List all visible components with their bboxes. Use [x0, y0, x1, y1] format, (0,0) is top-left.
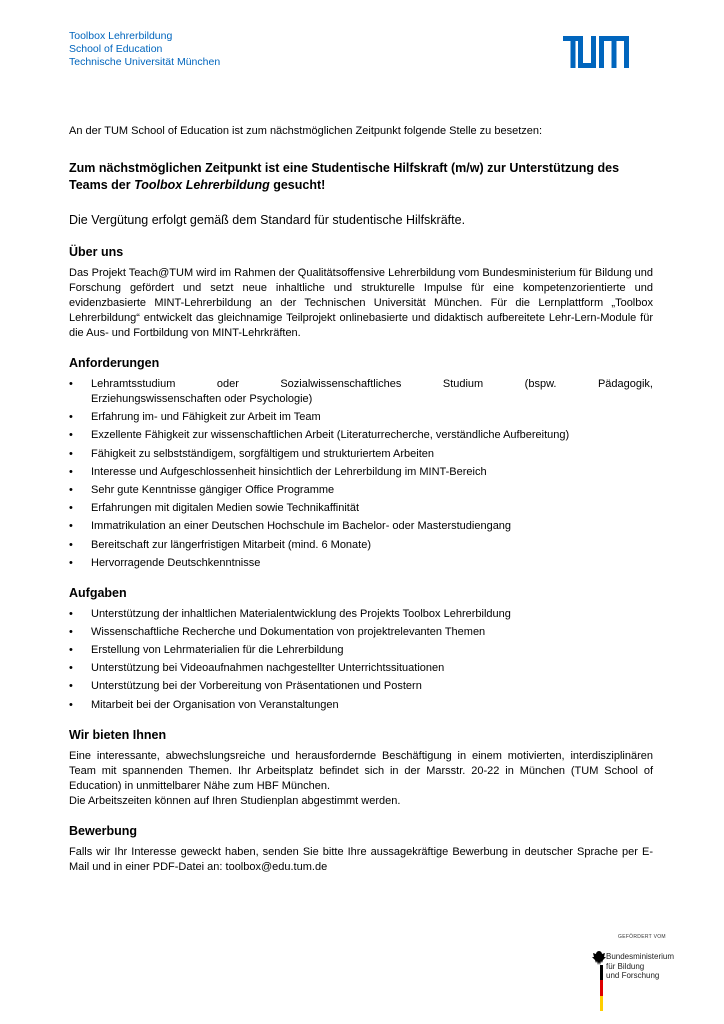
flag-stripe-black — [600, 965, 603, 980]
list-item: • Erstellung von Lehrmaterialien für die Lehrerbildung — [69, 643, 653, 658]
list-item: • Immatrikulation an einer Deutschen Hochschule im Bachelor- oder Masterstudiengang — [69, 519, 653, 534]
section-tasks — [69, 585, 653, 713]
letterhead-line-project: Toolbox Lehrerbildung — [69, 30, 173, 42]
section-about-text: Das Projekt Teach@TUM wird im Rahmen der Qualitätsoffensive Lehrerbildung vom Bundesministerium für Bildung und Forschung gefördert und setzt neue inhaltliche und strukturelle Impulse für eine kompetenzorientierte und evidenzbasierte MINT-Lehrerbildung an der Technischen Universität München. Für die Lernplattform „Toolbox Lehrerbildung“ entwickelt das gleichnamige Teilprojekt onlinebasierte und didaktisch aufbereitete Lehr-Lern-Module für die Aus- und Fortbildung von MINT-Lehrkräften. — [69, 267, 653, 339]
section-application-title: Bewerbung — [69, 823, 138, 838]
list-item: • Bereitschaft zur längerfristigen Mitarbeit (mind. 6 Monate) — [69, 538, 653, 553]
list-item: • Unterstützung der inhaltlichen Materialentwicklung des Projekts Toolbox Lehrerbildung — [69, 607, 653, 622]
letterhead-line-school: School of Education — [69, 43, 163, 55]
section-offer — [69, 727, 653, 809]
posting-headline — [69, 160, 653, 194]
sponsor-block — [588, 934, 698, 1014]
section-application — [69, 823, 653, 875]
headline-part2: gesucht! — [269, 178, 326, 192]
list-item: • Erfahrungen mit digitalen Medien sowie Technikaffinität — [69, 501, 653, 516]
list-item: • Fähigkeit zu selbstständigem, sorgfältigem und strukturiertem Arbeiten — [69, 447, 653, 462]
intro-text: An der TUM School of Education ist zum nächstmöglichen Zeitpunkt folgende Stelle zu besetzen: — [69, 125, 543, 137]
section-requirements — [69, 355, 653, 571]
list-item: • Unterstützung bei Videoaufnahmen nachgestellter Unterrichtssituationen — [69, 661, 653, 676]
ministry-line-1: Bundesministerium — [606, 952, 675, 961]
requirement-first-line: • Lehramtsstudium oder Sozialwissenschaftliches Studium (bspw. Pädagogik, — [91, 378, 653, 390]
ministry-name — [606, 952, 674, 981]
section-offer-title: Wir bieten Ihnen — [69, 727, 167, 742]
requirement-first-rest: Erziehungswissenschaften oder Psychologie) — [91, 393, 313, 405]
letterhead-line-university: Technische Universität München — [69, 56, 221, 68]
list-item — [69, 377, 653, 407]
tasks-list — [69, 607, 653, 713]
list-item: • Unterstützung bei der Vorbereitung von Präsentationen und Postern — [69, 679, 653, 694]
section-about-title: Über uns — [69, 245, 124, 259]
section-tasks-title: Aufgaben — [69, 585, 127, 600]
ministry-line-3: und Forschung — [606, 971, 660, 980]
job-posting — [69, 124, 653, 889]
list-item: • Interesse und Aufgeschlossenheit hinsichtlich der Lehrerbildung im MINT-Bereich — [69, 465, 653, 480]
federal-eagle-icon — [591, 950, 607, 966]
list-item: • Mitarbeit bei der Organisation von Veranstaltungen — [69, 698, 653, 713]
section-offer-text: Eine interessante, abwechslungsreiche und herausfordernde Beschäftigung in einem motivierten, interdisziplinären Team mit spannenden Themen. Ihr Arbeitsplatz befindet sich in der Marsstr. 20-22 in München (TUM School of Education) in unmittelbarer Nähe zum HBF München. — [69, 749, 653, 792]
section-application-text: Falls wir Ihr Interesse geweckt haben, senden Sie bitte Ihre aussagekräftige Bewerbung in deutscher Sprache per E-Mail und in einer PDF-Datei an: toolbox@edu.tum.de — [69, 845, 653, 873]
list-item: • Sehr gute Kenntnisse gängiger Office Programme — [69, 483, 653, 498]
flag-stripe-red — [600, 980, 603, 995]
section-offer-text-2: Die Arbeitszeiten können auf Ihren Studienplan abgestimmt werden. — [69, 794, 401, 807]
list-item: • Erfahrung im- und Fähigkeit zur Arbeit im Team — [69, 410, 653, 425]
section-requirements-title: Anforderungen — [69, 356, 160, 370]
requirements-list — [69, 377, 653, 571]
list-item: • Hervorragende Deutschkenntnisse — [69, 556, 653, 571]
tum-logo — [563, 36, 629, 68]
salary-note: Die Vergütung erfolgt gemäß dem Standard für studentische Hilfskräfte. — [69, 213, 466, 227]
headline-part1: Zum nächstmöglichen Zeitpunkt ist eine Studentische Hilfskraft (m/w) zur Unterstützung des Teams der — [69, 161, 620, 192]
flag-stripe-gold — [600, 996, 603, 1011]
headline-italic: Toolbox Lehrerbildung — [134, 178, 270, 192]
list-item: • Exzellente Fähigkeit zur wissenschaftlichen Arbeit (Literaturrecherche, verständliche Aufbereitung) — [69, 428, 653, 443]
list-item: • Wissenschaftliche Recherche und Dokumentation von projektrelevanten Themen — [69, 625, 653, 640]
german-flag-bar — [600, 965, 603, 1011]
section-about — [69, 244, 653, 341]
sponsor-label: GEFÖRDERT VOM — [618, 934, 666, 940]
ministry-line-2: für Bildung — [606, 961, 645, 971]
